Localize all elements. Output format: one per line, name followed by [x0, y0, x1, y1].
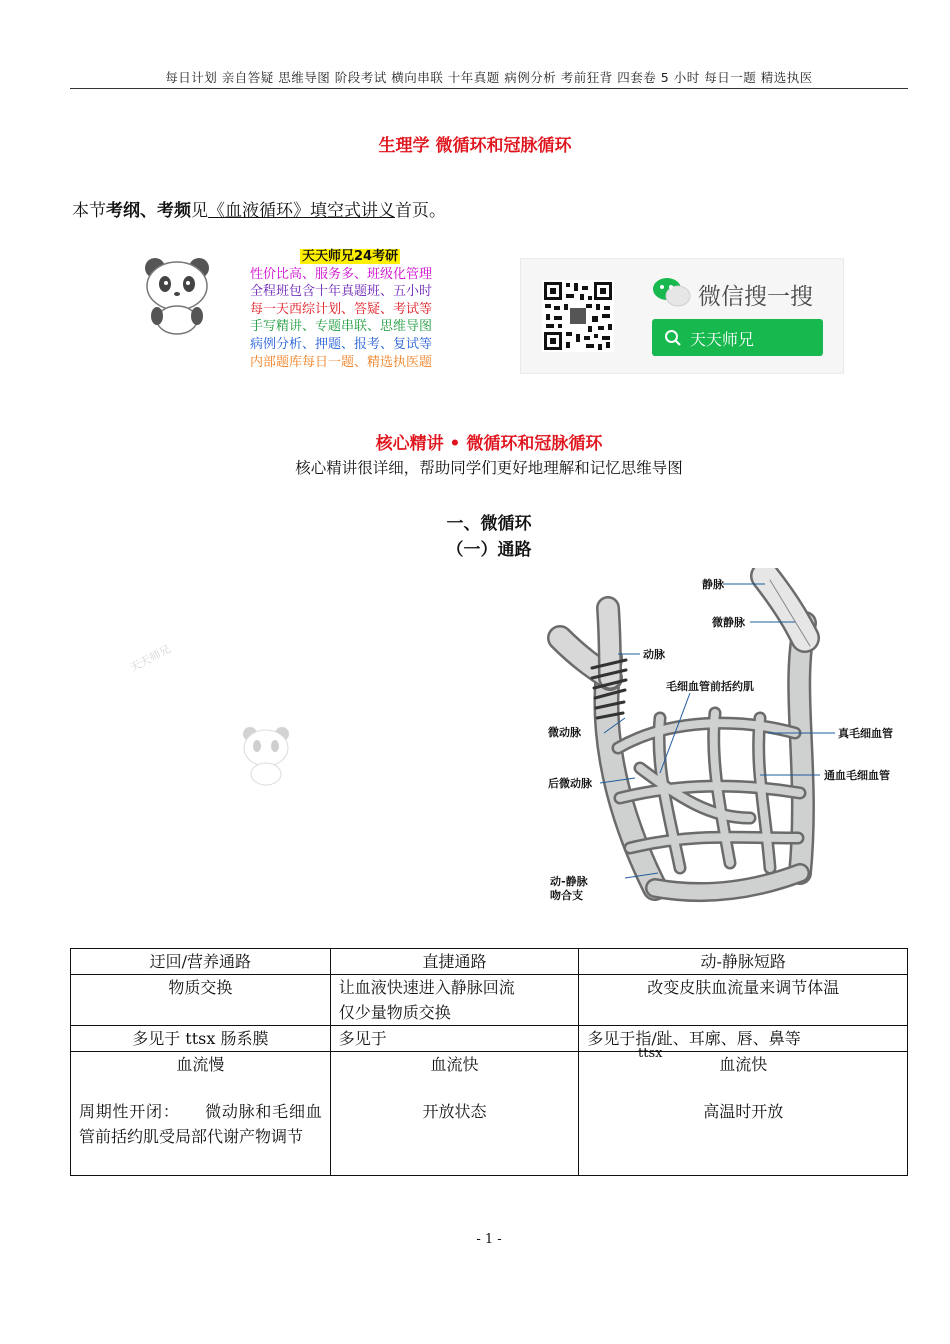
qr-code-icon[interactable]	[542, 280, 614, 352]
intro-bold-frequency: 考频	[157, 201, 191, 221]
promo-heading: 天天师兄24考研	[302, 249, 399, 264]
label-artery: 动脉	[643, 648, 665, 661]
cell-line: 开放状态	[422, 1102, 487, 1121]
header-item: 十年真题	[447, 70, 500, 85]
label-venule: 微静脉	[712, 616, 745, 629]
promo-block	[250, 248, 432, 371]
table-cell: 多见于	[330, 1026, 579, 1052]
intro-mid: 见	[191, 201, 208, 221]
promo-line: 全程班包含十年真题班、五小时	[250, 284, 433, 300]
table-cell	[330, 975, 579, 1026]
table-cell: 改变皮肤血流量来调节体温	[579, 975, 908, 1026]
table-header-cell: 直捷通路	[330, 949, 579, 975]
pathway-table	[70, 948, 908, 1176]
wechat-search-label: 微信搜一搜	[698, 284, 813, 310]
core-title: 核心精讲 • 微循环和冠脉循环	[375, 434, 603, 454]
table-cell: 多见于 ttsx 肠系膜	[71, 1026, 331, 1052]
promo-line: 每一天西综计划、答疑、考试等	[250, 301, 433, 317]
header-item: 考前狂背	[560, 70, 613, 85]
table-cell	[330, 1052, 579, 1176]
watermark-text: 天天师兄	[127, 642, 173, 675]
microcirculation-diagram	[540, 568, 910, 908]
cell-line: 周期性开闭： 微动脉和毛细血管前括约肌受局部代谢产物调节	[79, 1102, 322, 1146]
label-metarteriole: 后微动脉	[548, 777, 592, 790]
table-header-cell: 动-静脉短路	[579, 949, 908, 975]
page-number: - 1 -	[476, 1232, 502, 1247]
table-cell: 多见于指/趾、耳廓、唇、鼻等	[579, 1026, 908, 1052]
promo-line: 手写精讲、专题串联、思维导图	[250, 319, 433, 335]
header-item: 亲自答疑	[221, 70, 274, 85]
table-cell	[71, 1052, 331, 1176]
header-item: 每日计划	[165, 70, 218, 85]
wechat-account-label: 天天师兄	[690, 330, 755, 349]
watermark-panda-icon	[236, 724, 296, 788]
search-icon	[664, 329, 682, 347]
header-item: 每日一题	[704, 70, 757, 85]
table-row	[71, 1052, 908, 1176]
table-row	[71, 1026, 908, 1052]
intro-bold-outline: 考纲	[106, 201, 140, 221]
cell-line: 血流慢	[176, 1055, 225, 1074]
intro-prefix: 本节	[72, 201, 106, 221]
header-item: 精选执医	[760, 70, 813, 85]
subsection-heading: （一）通路	[446, 540, 532, 560]
promo-line: 病例分析、押题、报考、复试等	[250, 336, 433, 352]
panda-mascot-icon	[135, 254, 219, 336]
cell-line: 血流快	[719, 1055, 768, 1074]
label-thoroughfare-channel: 通血毛细血管	[824, 769, 890, 782]
table-row	[71, 949, 908, 975]
label-vein: 静脉	[702, 578, 724, 591]
table-cell	[579, 1052, 908, 1176]
section-heading: 一、微循环	[446, 514, 532, 534]
table-header-cell: 迂回/营养通路	[71, 949, 331, 975]
label-arteriole: 微动脉	[548, 726, 581, 739]
intro-separator: 、	[140, 201, 157, 221]
label-precapillary-sphincter: 毛细血管前括约肌	[666, 680, 754, 693]
table-cell: 物质交换	[71, 975, 331, 1026]
cell-line: 仅少量物质交换	[338, 1003, 451, 1022]
promo-line: 内部题库每日一题、精选执医题	[250, 354, 433, 370]
intro-paragraph	[72, 196, 446, 221]
header-item: 5 小时	[660, 70, 700, 85]
running-header	[70, 68, 908, 86]
watermark-ttsx: ttsx	[638, 1046, 663, 1061]
intro-link[interactable]: 《血液循环》填空式讲义	[208, 201, 395, 221]
table-row	[71, 975, 908, 1026]
label-true-capillary: 真毛细血管	[838, 727, 893, 740]
label-av-anastomosis: 动-静脉	[550, 875, 588, 888]
header-item: 横向串联	[391, 70, 444, 85]
header-item: 阶段考试	[334, 70, 387, 85]
header-item: 病例分析	[504, 70, 557, 85]
cell-line: 高温时开放	[703, 1102, 784, 1121]
core-subtitle: 核心精讲很详细，帮助同学们更好地理解和记忆思维导图	[295, 459, 683, 477]
intro-suffix: 首页。	[395, 201, 446, 221]
header-item: 思维导图	[278, 70, 331, 85]
header-item: 四套卷	[617, 70, 657, 85]
cell-line: 血流快	[430, 1055, 479, 1074]
header-rule	[70, 88, 908, 89]
cell-line: 让血液快速进入静脉回流	[338, 978, 515, 997]
promo-line: 性价比高、服务多、班级化管理	[250, 266, 433, 282]
wechat-logo-icon	[652, 276, 692, 308]
label-av-anastomosis-2: 吻合支	[550, 889, 583, 902]
document-title: 生理学 微循环和冠脉循环	[378, 136, 572, 156]
